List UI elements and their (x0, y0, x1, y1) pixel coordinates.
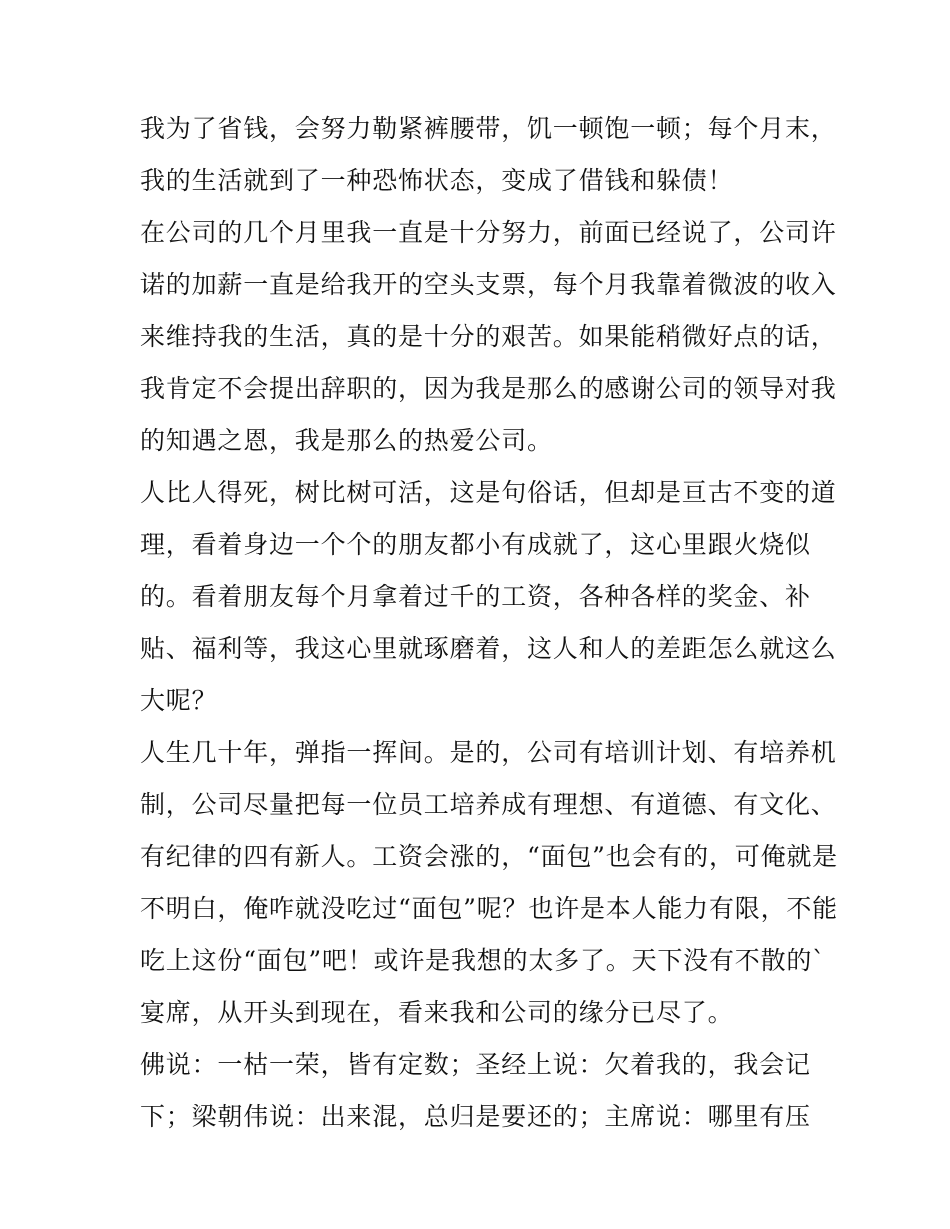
text-line: 有纪律的四有新人。工资会涨的，“面包”也会有的，可俺就是 (140, 842, 838, 871)
text-line: 来维持我的生活，真的是十分的艰苦。如果能稍微好点的话， (140, 322, 837, 351)
text-line: 诺的加薪一直是给我开的空头支票，每个月我靠着微波的收入 (140, 270, 837, 299)
text-line: 我为了省钱，会努力勒紧裤腰带，饥一顿饱一顿；每个月末， (140, 114, 837, 143)
text-line: 理，看着身边一个个的朋友都小有成就了，这心里跟火烧似 (140, 530, 811, 559)
text-line: 佛说：一枯一荣，皆有定数；圣经上说：欠着我的，我会记 (140, 1050, 811, 1079)
text-line: 的。看着朋友每个月拿着过千的工资，各种各样的奖金、补 (140, 582, 811, 611)
text-line: 制，公司尽量把每一位员工培养成有理想、有道德、有文化、 (140, 790, 837, 819)
text-line: 的知遇之恩，我是那么的热爱公司。 (140, 426, 553, 455)
text-line: 贴、福利等，我这心里就琢磨着，这人和人的差距怎么就这么 (140, 634, 837, 663)
text-line: 人生几十年，弹指一挥间。是的，公司有培训计划、有培养机 (140, 738, 837, 767)
text-line: 人比人得死，树比树可活，这是句俗话，但却是亘古不变的道 (140, 478, 837, 507)
text-line: 不明白，俺咋就没吃过“面包”呢？也许是本人能力有限，不能 (140, 894, 838, 923)
text-line: 吃上这份“面包”吧！或许是我想的太多了。天下没有不散的` (140, 946, 826, 975)
text-line: 我肯定不会提出辞职的，因为我是那么的感谢公司的领导对我 (140, 374, 837, 403)
text-line: 下；梁朝伟说：出来混，总归是要还的；主席说：哪里有压 (140, 1102, 811, 1131)
text-line: 大呢？ (140, 686, 218, 715)
text-line: 在公司的几个月里我一直是十分努力，前面已经说了，公司许 (140, 218, 837, 247)
text-line: 宴席，从开头到现在，看来我和公司的缘分已尽了。 (140, 998, 734, 1027)
text-line: 我的生活就到了一种恐怖状态，变成了借钱和躲债！ (140, 166, 734, 195)
